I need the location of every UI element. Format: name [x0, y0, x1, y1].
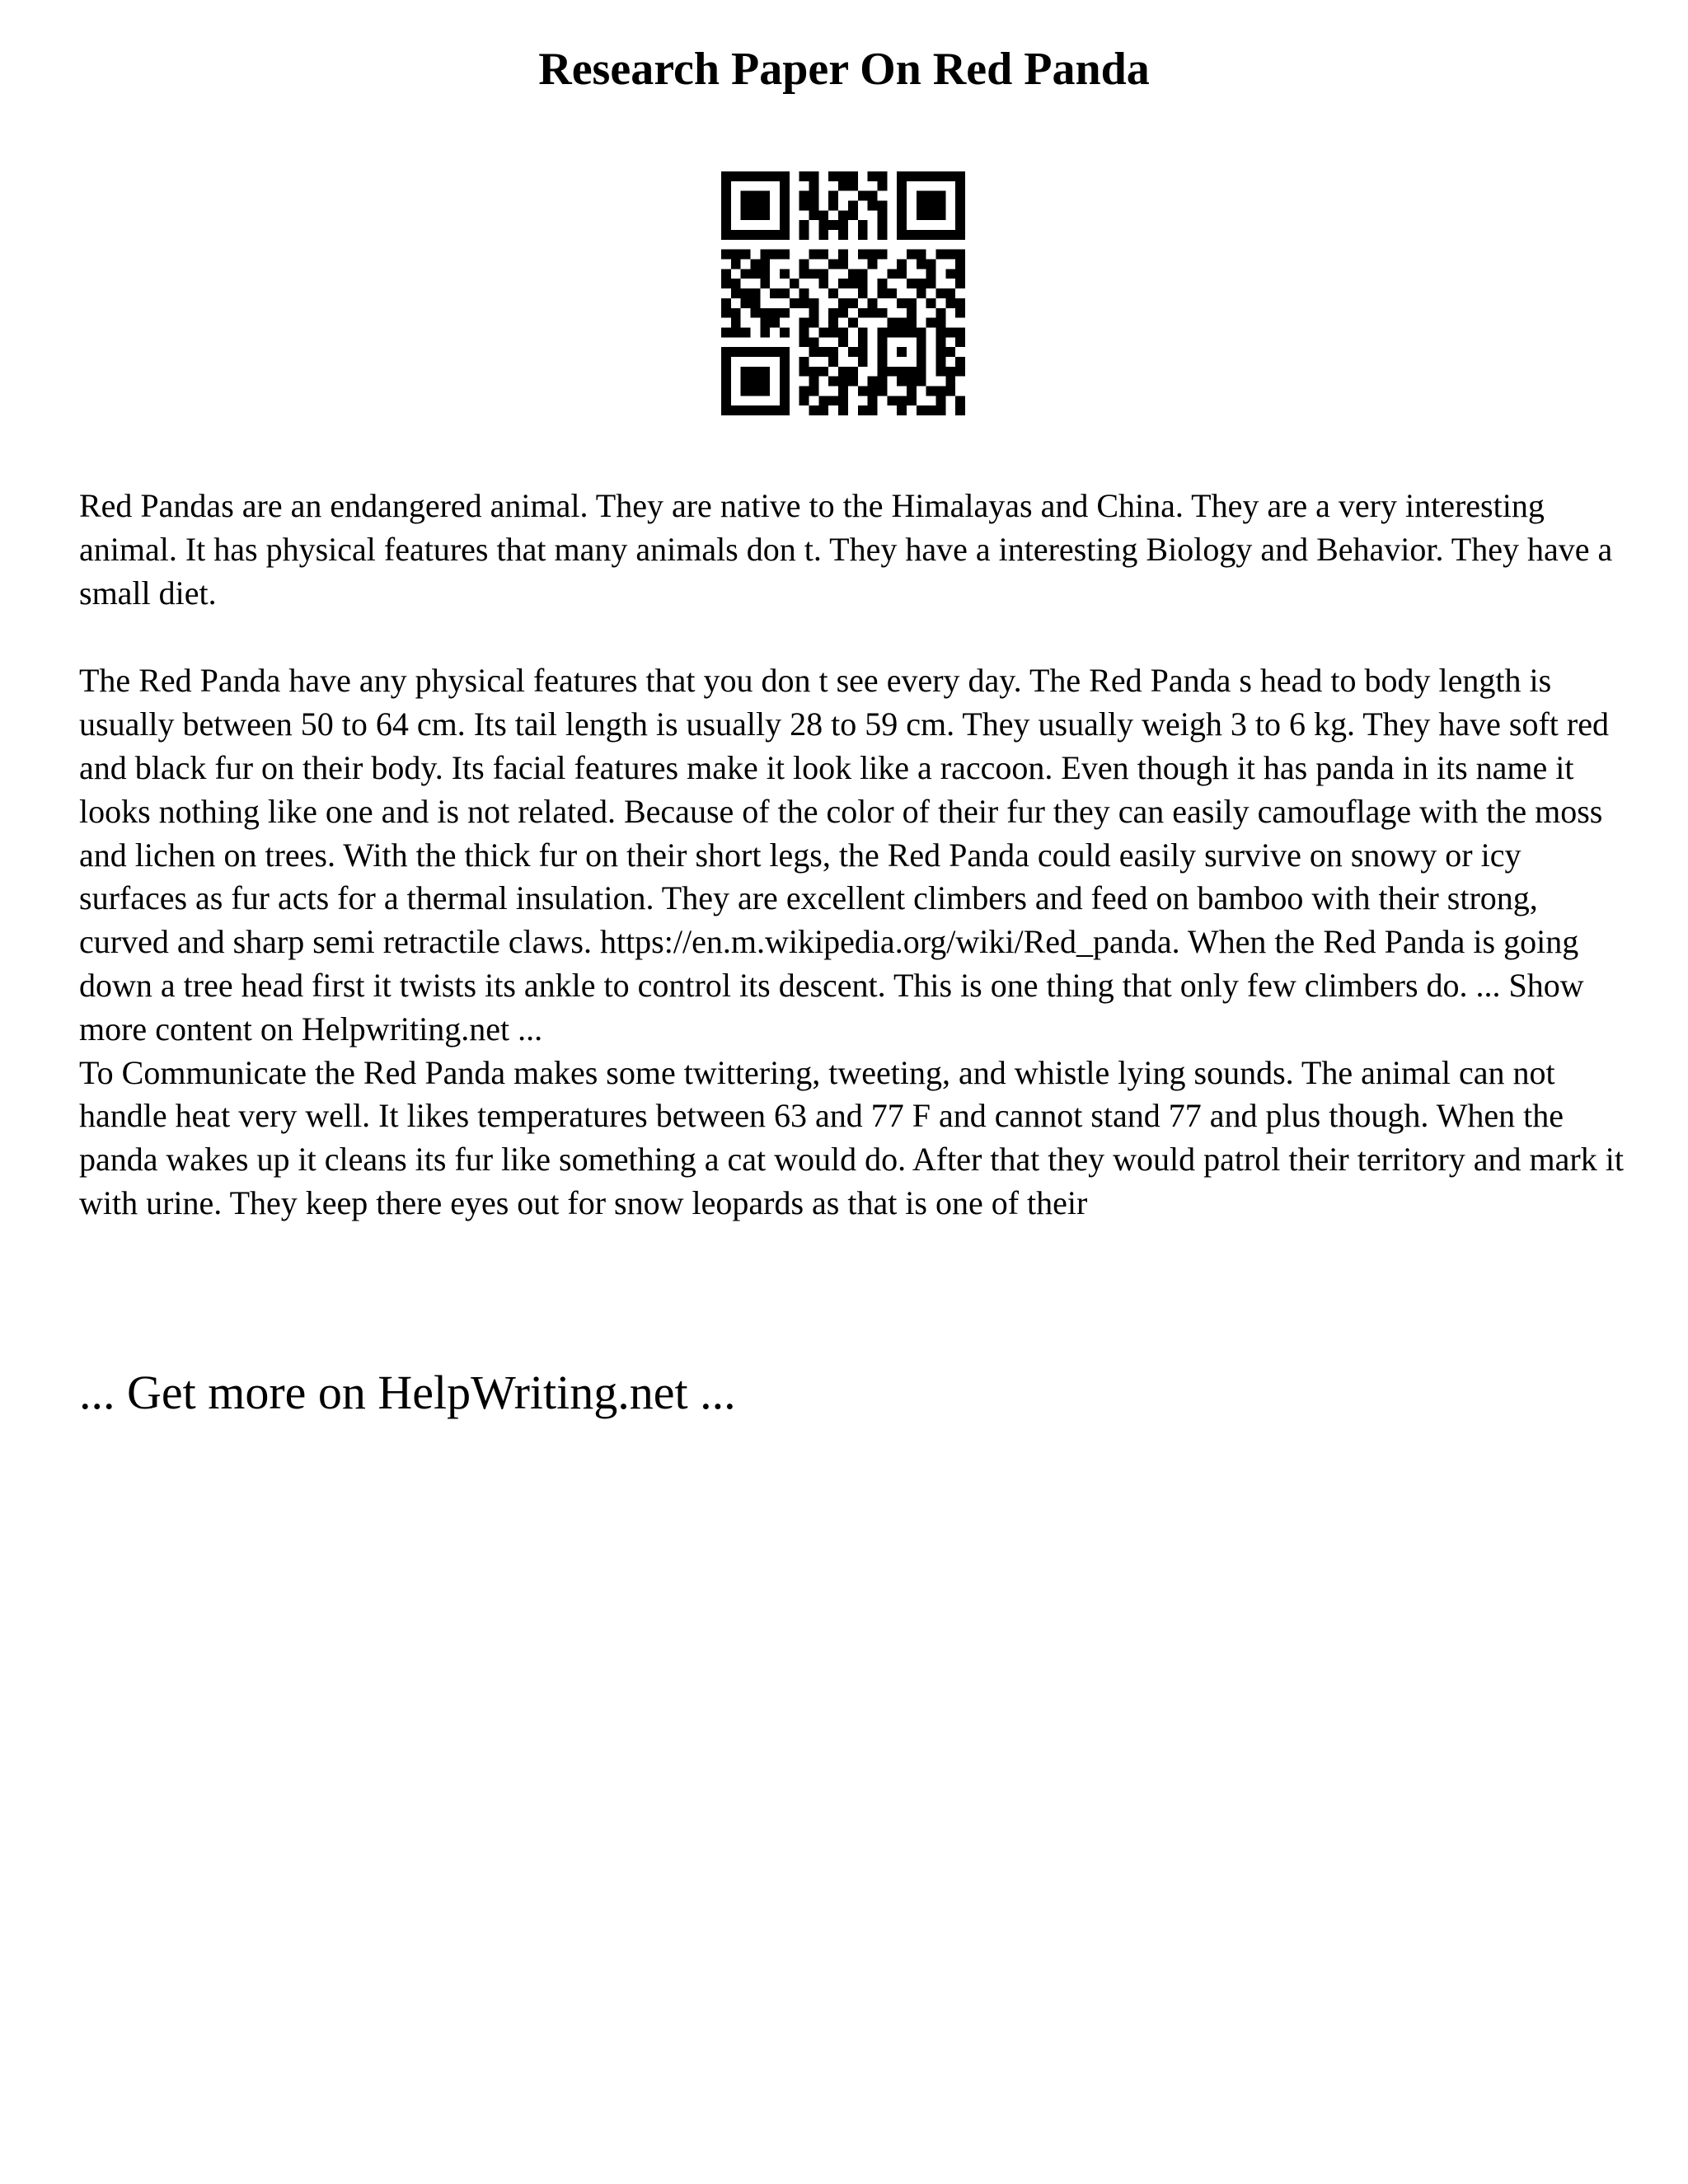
- paragraph-intro: Red Pandas are an endangered animal. They are native to the Himalayas and China. They are a very interesting animal. It has physical features that many animals don t. They have a interesting Biology and Behavior. They have a small diet.: [79, 487, 1613, 612]
- get-more-link[interactable]: ... Get more on HelpWriting.net ...: [79, 1366, 736, 1419]
- qr-code-icon: [721, 171, 965, 415]
- qr-code-image[interactable]: [721, 171, 965, 415]
- paragraph-physical-features: The Red Panda have any physical features that you don t see every day. The Red Panda s head to body length is usually between 50 to 64 cm. Its tail length is usually 28 to 59 cm. They usually weigh 3 to 6 kg. They have soft red and black fur on their body. Its facial features make it look like a raccoon. Even though it has panda in its name it looks nothing like one and is not related. Because of the color of their fur they can easily camouflage with the moss and lichen on trees. With the thick fur on their short legs, the Red Panda could easily survive on snowy or icy surfaces as fur acts for a thermal insulation. They are excellent climbers and feed on bamboo with their strong, curved and sharp semi retractile claws. https://en.m.wikipedia.org/wiki/Red_panda. When the Red Panda is going down a tree head first it twists its ankle to control its descent. This is one thing that only few climbers do. ... Show more content on Helpwriting.net ...: [79, 662, 1609, 1047]
- paragraph-behavior: To Communicate the Red Panda makes some twittering, tweeting, and whistle lying sounds. The animal can not handle heat very well. It likes temperatures between 63 and 77 F and cannot stand 77 and plus though. When the panda wakes up it cleans its fur like something a cat would do. After that they would patrol their territory and mark it with urine. They keep there eyes out for snow leopards as that is one of their: [79, 1053, 1624, 1221]
- page-title: Research Paper On Red Panda: [538, 44, 1150, 95]
- article-body: [79, 485, 1629, 1226]
